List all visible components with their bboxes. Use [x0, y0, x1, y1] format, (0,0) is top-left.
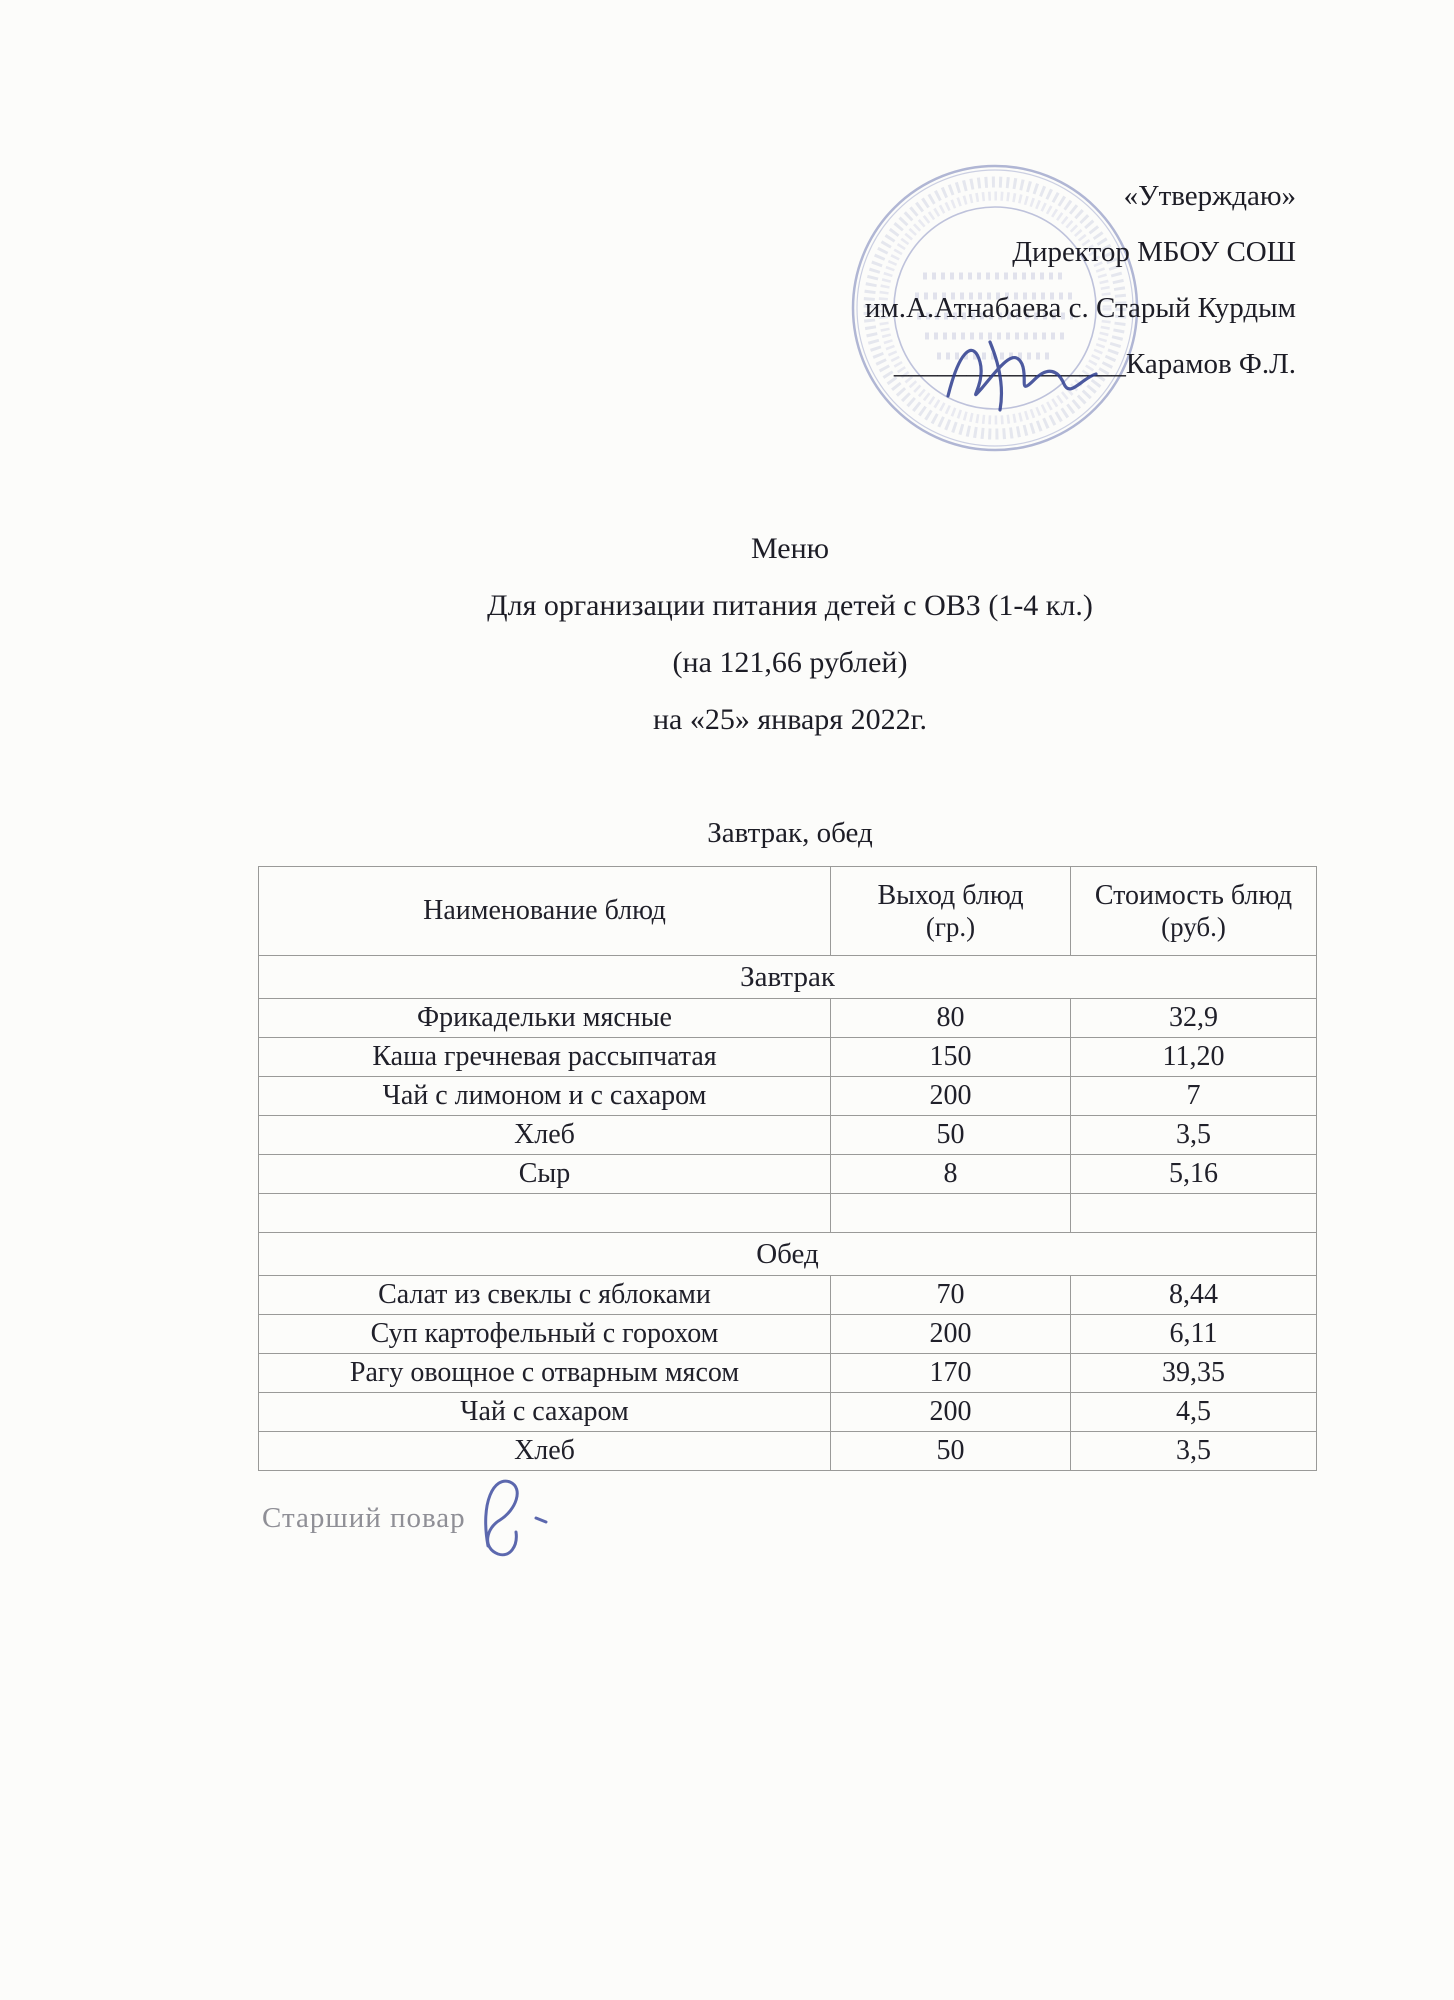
approval-line-2: Директор МБОУ СОШ: [1012, 236, 1296, 268]
menu-price: (на 121,66 рублей): [672, 646, 908, 679]
dish-name-cell: [259, 1194, 831, 1233]
dish-output-cell: 200: [831, 1077, 1071, 1116]
dish-cost-cell: 11,20: [1071, 1038, 1317, 1077]
dish-cost-cell: 7: [1071, 1077, 1317, 1116]
dish-cost-cell: [1071, 1194, 1317, 1233]
approval-line-1: «Утверждаю»: [1123, 180, 1296, 212]
menu-row: [259, 1432, 1317, 1471]
dish-cost-cell: 6,11: [1071, 1315, 1317, 1354]
menu-row: [259, 1077, 1317, 1116]
dish-output-cell: 150: [831, 1038, 1071, 1077]
menu-row: [259, 1155, 1317, 1194]
menu-row: [259, 999, 1317, 1038]
dish-output-cell: 170: [831, 1354, 1071, 1393]
menu-row: [259, 1315, 1317, 1354]
dish-output-cell: 50: [831, 1116, 1071, 1155]
menu-title: Меню: [750, 532, 830, 565]
dish-cost-cell: 5,16: [1071, 1155, 1317, 1194]
section-row-lunch: [259, 1233, 1317, 1276]
header-row: [259, 867, 1317, 956]
section-row-breakfast: [259, 956, 1317, 999]
meal-label: Завтрак, обед: [707, 817, 873, 849]
director-signature: [930, 318, 1170, 428]
dish-cost-cell: 32,9: [1071, 999, 1317, 1038]
dish-name-cell: Хлеб: [259, 1116, 831, 1155]
dish-cost-cell: 3,5: [1071, 1432, 1317, 1471]
dish-output-cell: [831, 1194, 1071, 1233]
dish-name-cell: Сыр: [259, 1155, 831, 1194]
menu-row: [259, 1393, 1317, 1432]
dish-name-cell: Каша гречневая рассыпчатая: [259, 1038, 831, 1077]
approval-line-3: им.А.Атнабаева с. Старый Курдым: [864, 292, 1296, 324]
menu-table: [258, 866, 1317, 1471]
dish-cost-cell: 8,44: [1071, 1276, 1317, 1315]
dish-name-cell: Хлеб: [259, 1432, 831, 1471]
dish-name-cell: Чай с лимоном и с сахаром: [259, 1077, 831, 1116]
dish-name-cell: Чай с сахаром: [259, 1393, 831, 1432]
dish-output-cell: 80: [831, 999, 1071, 1038]
cook-signature: [458, 1462, 588, 1572]
signature-underline: ________________: [893, 348, 1126, 380]
dish-output-cell: 50: [831, 1432, 1071, 1471]
dish-cost-cell: 3,5: [1071, 1116, 1317, 1155]
menu-row: [259, 1354, 1317, 1393]
header-dish: Наименование блюд: [259, 867, 831, 956]
dish-output-cell: 200: [831, 1315, 1071, 1354]
cook-label: Старший повар: [262, 1502, 466, 1534]
menu-title-block: [260, 520, 1320, 748]
dish-output-cell: 8: [831, 1155, 1071, 1194]
dish-cost-cell: 39,35: [1071, 1354, 1317, 1393]
menu-row: [259, 1276, 1317, 1315]
dish-name-cell: Салат из свеклы с яблоками: [259, 1276, 831, 1315]
dish-cost-cell: 4,5: [1071, 1393, 1317, 1432]
director-name: Карамов Ф.Л.: [1125, 348, 1296, 380]
dish-output-cell: 70: [831, 1276, 1071, 1315]
section-title: Обед: [259, 1233, 1317, 1276]
menu-row: [259, 1038, 1317, 1077]
menu-row: [259, 1116, 1317, 1155]
menu-date: на «25» января 2022г.: [652, 703, 928, 736]
section-title: Завтрак: [259, 956, 1317, 999]
dish-name-cell: Рагу овощное с отварным мясом: [259, 1354, 831, 1393]
header-cost: Стоимость блюд (руб.): [1071, 867, 1317, 956]
dish-name-cell: Суп картофельный с горохом: [259, 1315, 831, 1354]
dish-name-cell: Фрикадельки мясные: [259, 999, 831, 1038]
empty-row: [259, 1194, 1317, 1233]
dish-output-cell: 200: [831, 1393, 1071, 1432]
menu-subtitle: Для организации питания детей с ОВЗ (1-4 кл.): [487, 589, 1093, 622]
header-output: Выход блюд (гр.): [831, 867, 1071, 956]
